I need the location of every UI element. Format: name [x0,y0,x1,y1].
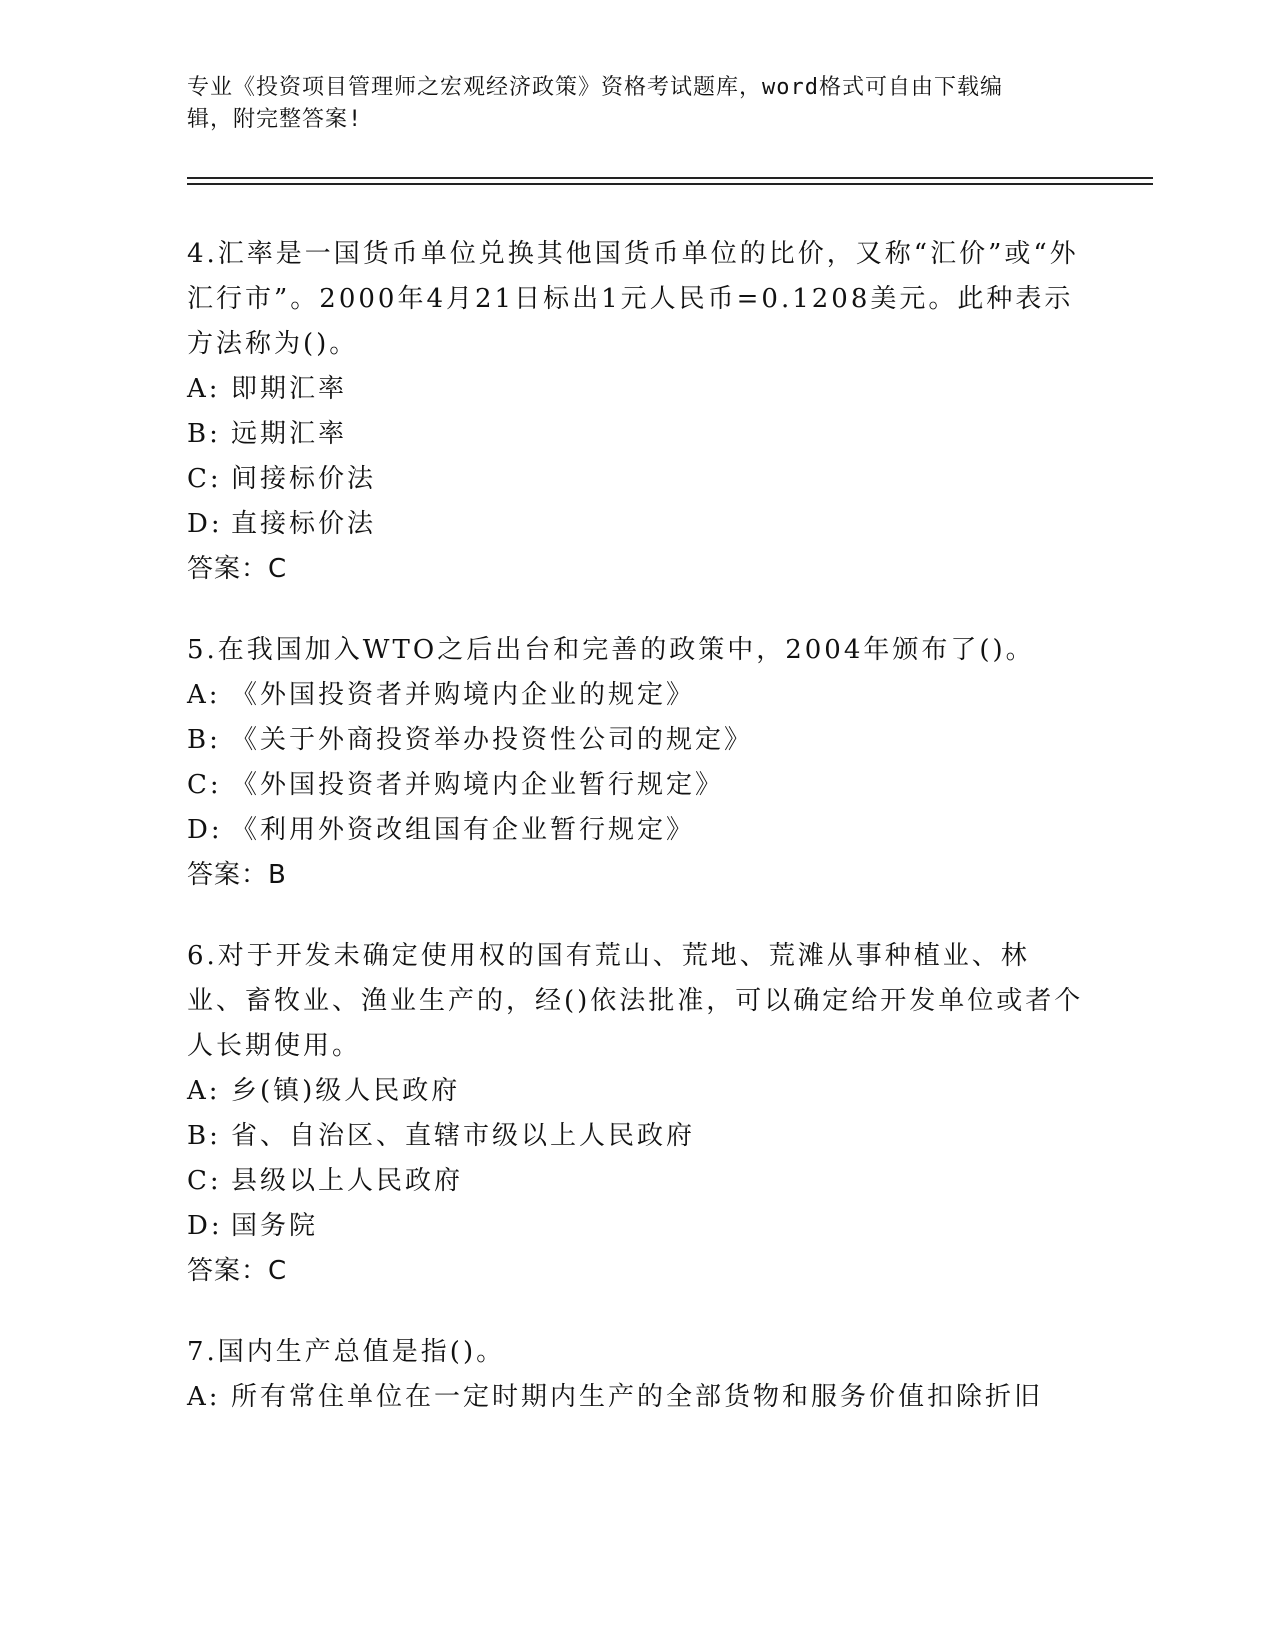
option-text: 《关于外商投资举办投资性公司的规定》 [231,725,754,755]
option-d [187,1204,1087,1249]
option-letter: A: [187,1076,221,1106]
option-text: 《利用外资改组国有企业暂行规定》 [231,815,696,845]
option-text: 国务院 [231,1211,319,1241]
question-stem: 6.对于开发未确定使用权的国有荒山、荒地、荒滩从事种植业、林业、畜牧业、渔业生产的，经()依法批准，可以确定给开发单位或者个人长期使用。 [187,941,1084,1061]
option-c [187,457,1087,502]
question-stem: 4.汇率是一国货币单位兑换其他国货币单位的比价，又称“汇价”或“外汇行市”。2000年4月21日标出1元人民币=0.1208美元。此种表示方法称为()。 [187,239,1079,359]
option-letter: C: [187,1166,222,1196]
option-d [187,502,1087,547]
option-text: 间接标价法 [231,464,377,494]
option-a [187,1069,1087,1114]
option-a [187,367,1087,412]
answer-line: 答案：C [187,554,288,584]
option-letter: A: [187,1382,221,1412]
option-letter: B: [187,725,221,755]
option-letter: A: [187,680,221,710]
option-c [187,763,1087,808]
question-7 [187,1330,1087,1420]
option-b [187,718,1087,763]
option-text: 《外国投资者并购境内企业暂行规定》 [231,770,725,800]
question-6 [187,934,1087,1294]
option-text: 远期汇率 [231,419,348,449]
document-intro [187,72,1067,136]
option-letter: B: [187,419,221,449]
header-divider-top [187,177,1153,179]
intro-line-1: 专业《投资项目管理师之宏观经济政策》资格考试题库，word格式可自由下载编 [187,75,1003,100]
option-letter: C: [187,770,222,800]
option-text: 县级以上人民政府 [231,1166,464,1196]
option-text: 直接标价法 [231,509,377,539]
option-letter: D: [187,509,223,539]
answer-line: 答案：B [187,860,287,890]
option-letter: B: [187,1121,221,1151]
option-a [187,673,1087,718]
question-stem: 7.国内生产总值是指()。 [187,1337,506,1367]
question-stem: 5.在我国加入WTO之后出台和完善的政策中，2004年颁布了()。 [187,635,1035,665]
question-list [187,232,1087,1456]
option-a [187,1375,1087,1420]
option-b [187,412,1087,457]
option-letter: D: [187,1211,223,1241]
option-letter: A: [187,374,221,404]
option-letter: C: [187,464,222,494]
question-5 [187,628,1087,898]
option-text: 《外国投资者并购境内企业的规定》 [231,680,696,710]
option-text: 省、自治区、直辖市级以上人民政府 [231,1121,696,1151]
option-c [187,1159,1087,1204]
question-4 [187,232,1087,592]
answer-line: 答案：C [187,1256,288,1286]
option-text: 乡(镇)级人民政府 [231,1076,461,1106]
option-text: 所有常住单位在一定时期内生产的全部货物和服务价值扣除折旧 [231,1382,1044,1412]
option-d [187,808,1087,853]
option-b [187,1114,1087,1159]
option-letter: D: [187,815,223,845]
option-text: 即期汇率 [231,374,348,404]
header-divider-bottom [187,183,1153,185]
intro-line-2: 辑，附完整答案! [187,107,363,132]
